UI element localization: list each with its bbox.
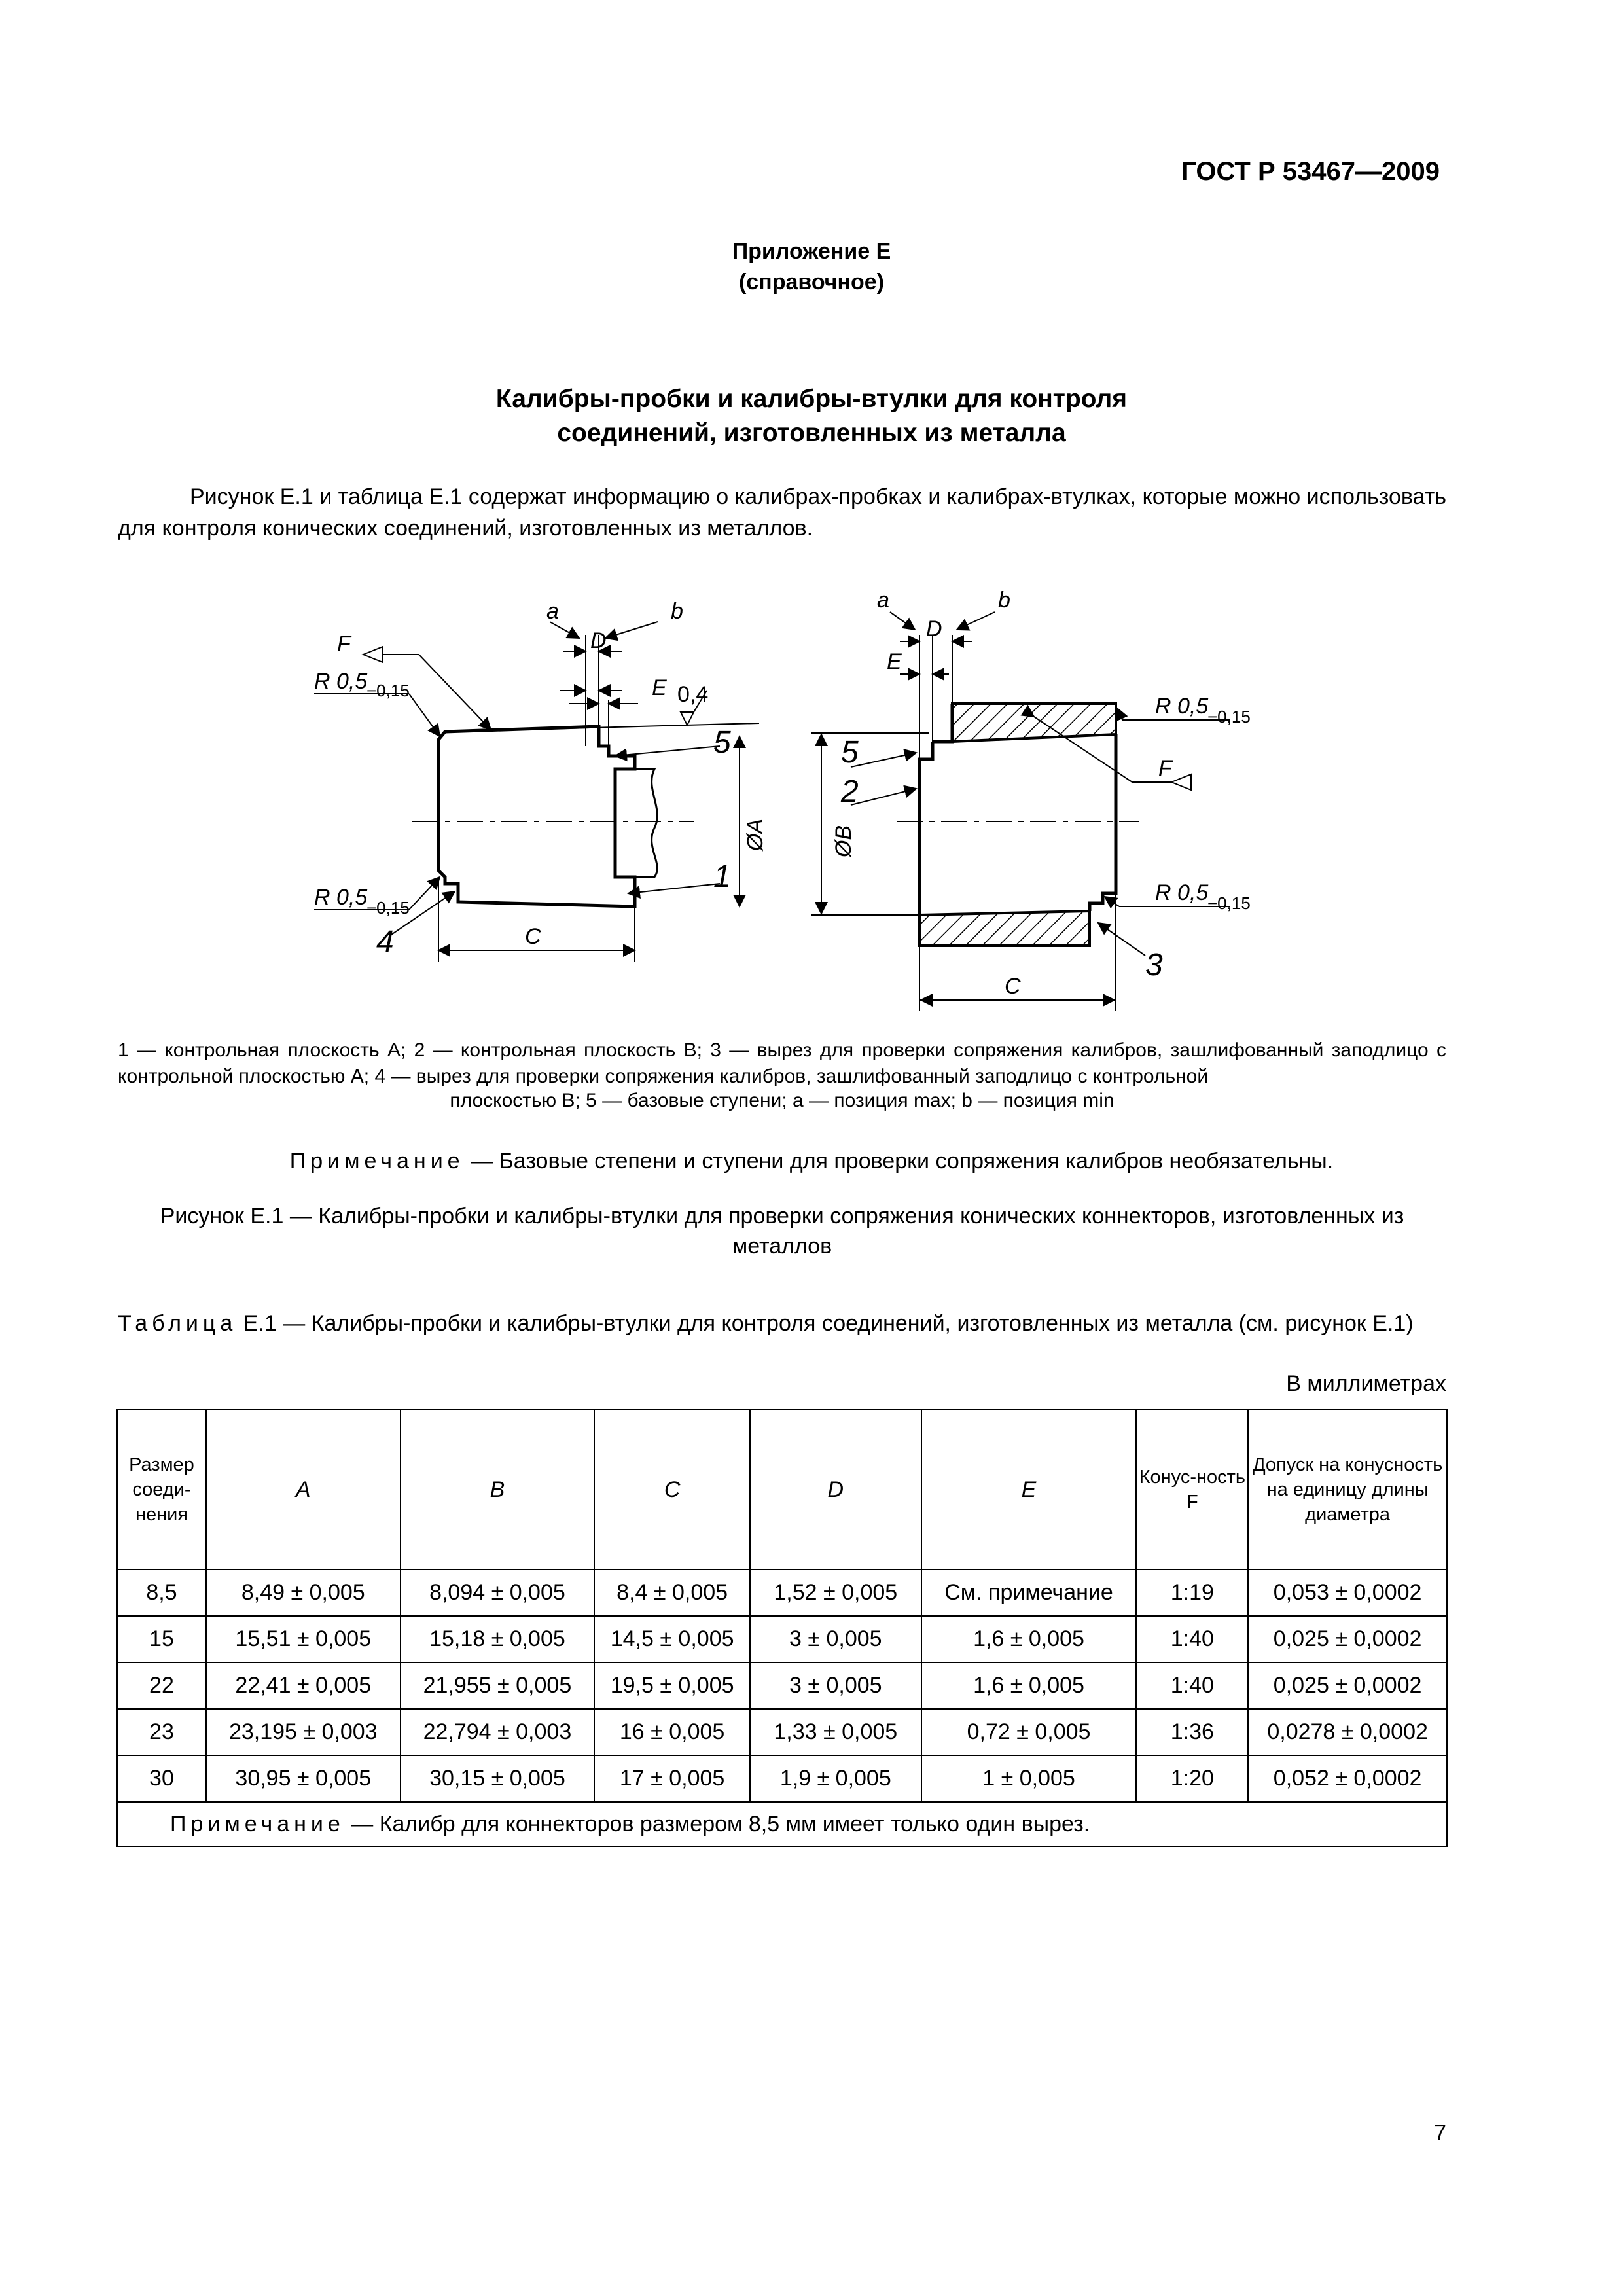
label-roughness: 0,4 <box>677 682 709 707</box>
cell-tolerance: 0,025 ± 0,0002 <box>1248 1616 1447 1662</box>
label-e-ring: E <box>887 649 902 674</box>
figure-legend: 1 — контрольная плоскость A; 2 — контрольная плоскость B; 3 — вырез для проверки сопряжения калибров, зашлифованный заподлицо с контрольной плоскостью A; 4 — вырез для проверки сопряжения калибров, зашлифованный заподлицо с контрольной <box>118 1039 1446 1087</box>
header-taper-tolerance: Допуск на конусность на единицу длины диаметра <box>1248 1410 1447 1570</box>
table-row <box>117 1662 1447 1709</box>
label-a: a <box>546 599 559 624</box>
page-number: 7 <box>1434 2121 1446 2145</box>
label-c-ring: C <box>1005 974 1021 999</box>
header-taper: Конус-ность F <box>1136 1410 1248 1570</box>
cell-taper: 1:40 <box>1136 1662 1248 1709</box>
section-title-line2: соединений, изготовленных из металла <box>557 419 1066 447</box>
cell-d: 1,33 ± 0,005 <box>750 1709 921 1755</box>
label-radius-tol-ring-top: −0,15 <box>1207 707 1251 726</box>
cell-c: 8,4 ± 0,005 <box>594 1570 750 1616</box>
cell-a: 23,195 ± 0,003 <box>206 1709 401 1755</box>
cell-e: 1,6 ± 0,005 <box>921 1616 1137 1662</box>
cell-taper: 1:20 <box>1136 1755 1248 1802</box>
cell-size: 30 <box>117 1755 206 1802</box>
table-row <box>117 1709 1447 1755</box>
label-e: E <box>652 675 667 700</box>
label-c-left: C <box>525 924 541 949</box>
cell-size: 23 <box>117 1709 206 1755</box>
appendix-title: Приложение Е <box>732 239 891 264</box>
cell-a: 30,95 ± 0,005 <box>206 1755 401 1802</box>
table-caption <box>118 1309 1446 1338</box>
cell-e: См. примечание <box>921 1570 1137 1616</box>
cell-c: 19,5 ± 0,005 <box>594 1662 750 1709</box>
cell-a: 22,41 ± 0,005 <box>206 1662 401 1709</box>
table-note-row <box>117 1802 1447 1846</box>
cell-tolerance: 0,052 ± 0,0002 <box>1248 1755 1447 1802</box>
figure-note-text: — Базовые степени и ступени для проверки сопряжения калибров необязательны. <box>464 1149 1334 1174</box>
label-n5-ring: 5 <box>841 735 859 770</box>
label-a-ring: a <box>877 588 889 613</box>
figure-caption: Рисунок Е.1 — Калибры-пробки и калибры-втулки для проверки сопряжения конических коннекторов, изготовленных из металлов <box>160 1204 1404 1259</box>
cell-size: 15 <box>117 1616 206 1662</box>
table-note <box>117 1802 1447 1846</box>
label-n3: 3 <box>1145 948 1163 982</box>
table-header-row <box>117 1410 1447 1570</box>
cell-d: 3 ± 0,005 <box>750 1616 921 1662</box>
label-f: F <box>337 632 351 656</box>
table-row <box>117 1570 1447 1616</box>
cell-tolerance: 0,0278 ± 0,0002 <box>1248 1709 1447 1755</box>
header-c: C <box>594 1410 750 1570</box>
header-b: B <box>401 1410 595 1570</box>
cell-d: 1,9 ± 0,005 <box>750 1755 921 1802</box>
cell-tolerance: 0,025 ± 0,0002 <box>1248 1662 1447 1709</box>
cell-b: 21,955 ± 0,005 <box>401 1662 595 1709</box>
label-d-ring: D <box>926 617 942 641</box>
cell-b: 22,794 ± 0,003 <box>401 1709 595 1755</box>
cell-c: 16 ± 0,005 <box>594 1709 750 1755</box>
document-standard-code: ГОСТ Р 53467—2009 <box>1181 157 1440 186</box>
cell-d: 3 ± 0,005 <box>750 1662 921 1709</box>
label-b: b <box>671 599 683 624</box>
cell-e: 0,72 ± 0,005 <box>921 1709 1137 1755</box>
intro-paragraph: Рисунок Е.1 и таблица Е.1 содержат информацию о калибрах-пробках и калибрах-втулках, которые можно использовать для контроля конических соединений, изготовленных из металлов. <box>118 484 1446 541</box>
label-radius-tol-bottom: −0,15 <box>366 898 410 918</box>
table-units: В миллиметрах <box>1286 1371 1446 1396</box>
cell-b: 15,18 ± 0,005 <box>401 1616 595 1662</box>
label-n2: 2 <box>841 774 859 809</box>
cell-a: 15,51 ± 0,005 <box>206 1616 401 1662</box>
label-radius-tol-ring-bottom: −0,15 <box>1207 893 1251 913</box>
cell-e: 1 ± 0,005 <box>921 1755 1137 1802</box>
cell-a: 8,49 ± 0,005 <box>206 1570 401 1616</box>
label-radius-top: R 0,5 <box>314 669 368 694</box>
label-f-ring: F <box>1158 756 1172 781</box>
cell-e: 1,6 ± 0,005 <box>921 1662 1137 1709</box>
table-note-label: Примечание <box>170 1811 345 1837</box>
figure-note-label: Примечание <box>289 1149 465 1174</box>
label-radius-ring-top: R 0,5 <box>1155 694 1209 719</box>
cell-b: 8,094 ± 0,005 <box>401 1570 595 1616</box>
figure-e1-drawing <box>288 556 1335 1028</box>
table-caption-text: Е.1 — Калибры-пробки и калибры-втулки для контроля соединений, изготовленных из металла (см. рисунок Е.1) <box>237 1311 1414 1336</box>
label-n4: 4 <box>376 925 394 960</box>
cell-taper: 1:19 <box>1136 1570 1248 1616</box>
cell-size: 8,5 <box>117 1570 206 1616</box>
figure-note <box>0 1149 1623 1174</box>
header-d: D <box>750 1410 921 1570</box>
table-row <box>117 1616 1447 1662</box>
table-caption-label: Таблица <box>118 1311 238 1336</box>
cell-b: 30,15 ± 0,005 <box>401 1755 595 1802</box>
label-radius-bottom: R 0,5 <box>314 885 368 910</box>
figure-legend-last-line: плоскостью B; 5 — базовые ступени; a — позиция max; b — позиция min <box>450 1090 1115 1111</box>
cell-d: 1,52 ± 0,005 <box>750 1570 921 1616</box>
ring-gauge <box>812 612 1230 1011</box>
label-d: D <box>590 628 607 653</box>
header-a: A <box>206 1410 401 1570</box>
cell-taper: 1:36 <box>1136 1709 1248 1755</box>
label-n5-left: 5 <box>713 725 731 760</box>
header-size: Размер соеди-нения <box>117 1410 206 1570</box>
table-row <box>117 1755 1447 1802</box>
cell-size: 22 <box>117 1662 206 1709</box>
label-dim-b: ØB <box>831 825 856 857</box>
label-radius-tol-top: −0,15 <box>366 681 410 700</box>
cell-c: 14,5 ± 0,005 <box>594 1616 750 1662</box>
label-radius-ring-bottom: R 0,5 <box>1155 880 1209 905</box>
label-b-ring: b <box>998 588 1010 613</box>
cell-tolerance: 0,053 ± 0,0002 <box>1248 1570 1447 1616</box>
table-note-text: — Калибр для коннекторов размером 8,5 мм имеет только один вырез. <box>344 1811 1090 1837</box>
header-e: E <box>921 1410 1137 1570</box>
gauge-dimensions-table <box>116 1409 1448 1847</box>
appendix-subtitle: (справочное) <box>738 270 885 295</box>
section-title-line1: Калибры-пробки и калибры-втулки для контроля <box>495 385 1128 413</box>
label-n1: 1 <box>713 859 731 894</box>
cell-taper: 1:40 <box>1136 1616 1248 1662</box>
label-dim-a: ØA <box>743 818 768 851</box>
cell-c: 17 ± 0,005 <box>594 1755 750 1802</box>
